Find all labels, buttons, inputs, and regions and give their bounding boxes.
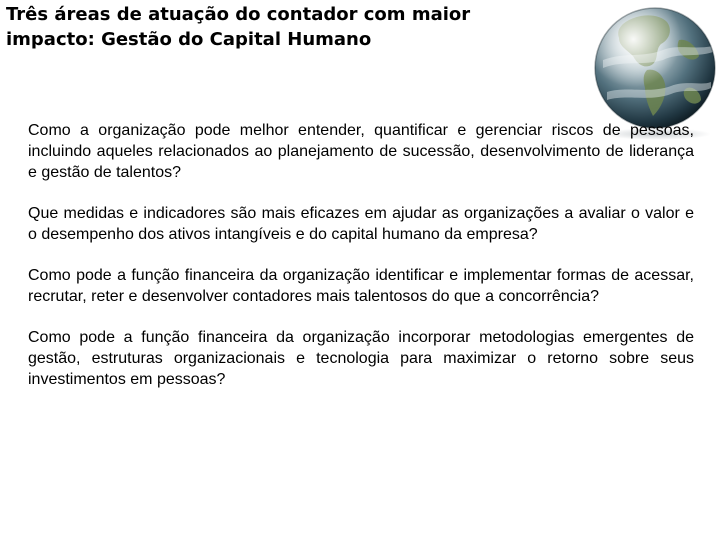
- slide-title-line-1: Três áreas de atuação do contador com maior: [6, 4, 471, 25]
- slide-title-line-2: impacto: Gestão do Capital Humano: [6, 29, 372, 50]
- slide-title: [6, 2, 566, 52]
- question-paragraph-1: Como a organização pode melhor entender, quantificar e gerenciar riscos de pessoas, incluindo aqueles relacionados ao planejamento de sucessão, desenvolvimento de liderança e gestão de talentos?: [28, 122, 694, 181]
- question-paragraph-3: Como pode a função financeira da organização identificar e implementar formas de acessar, recrutar, reter e desenvolver contadores mais talentosos do que a concorrência?: [28, 267, 694, 305]
- slide-body: [28, 120, 694, 390]
- question-paragraph-2: Que medidas e indicadores são mais eficazes em ajudar as organizações a avaliar o valor e o desempenho dos ativos intangíveis e do capital humano da empresa?: [28, 205, 694, 243]
- question-paragraph-4: Como pode a função financeira da organização incorporar metodologias emergentes de gestão, estruturas organizacionais e tecnologia para maximizar o retorno sobre seus investimentos em pessoas?: [28, 329, 694, 388]
- globe-icon: [583, 0, 720, 140]
